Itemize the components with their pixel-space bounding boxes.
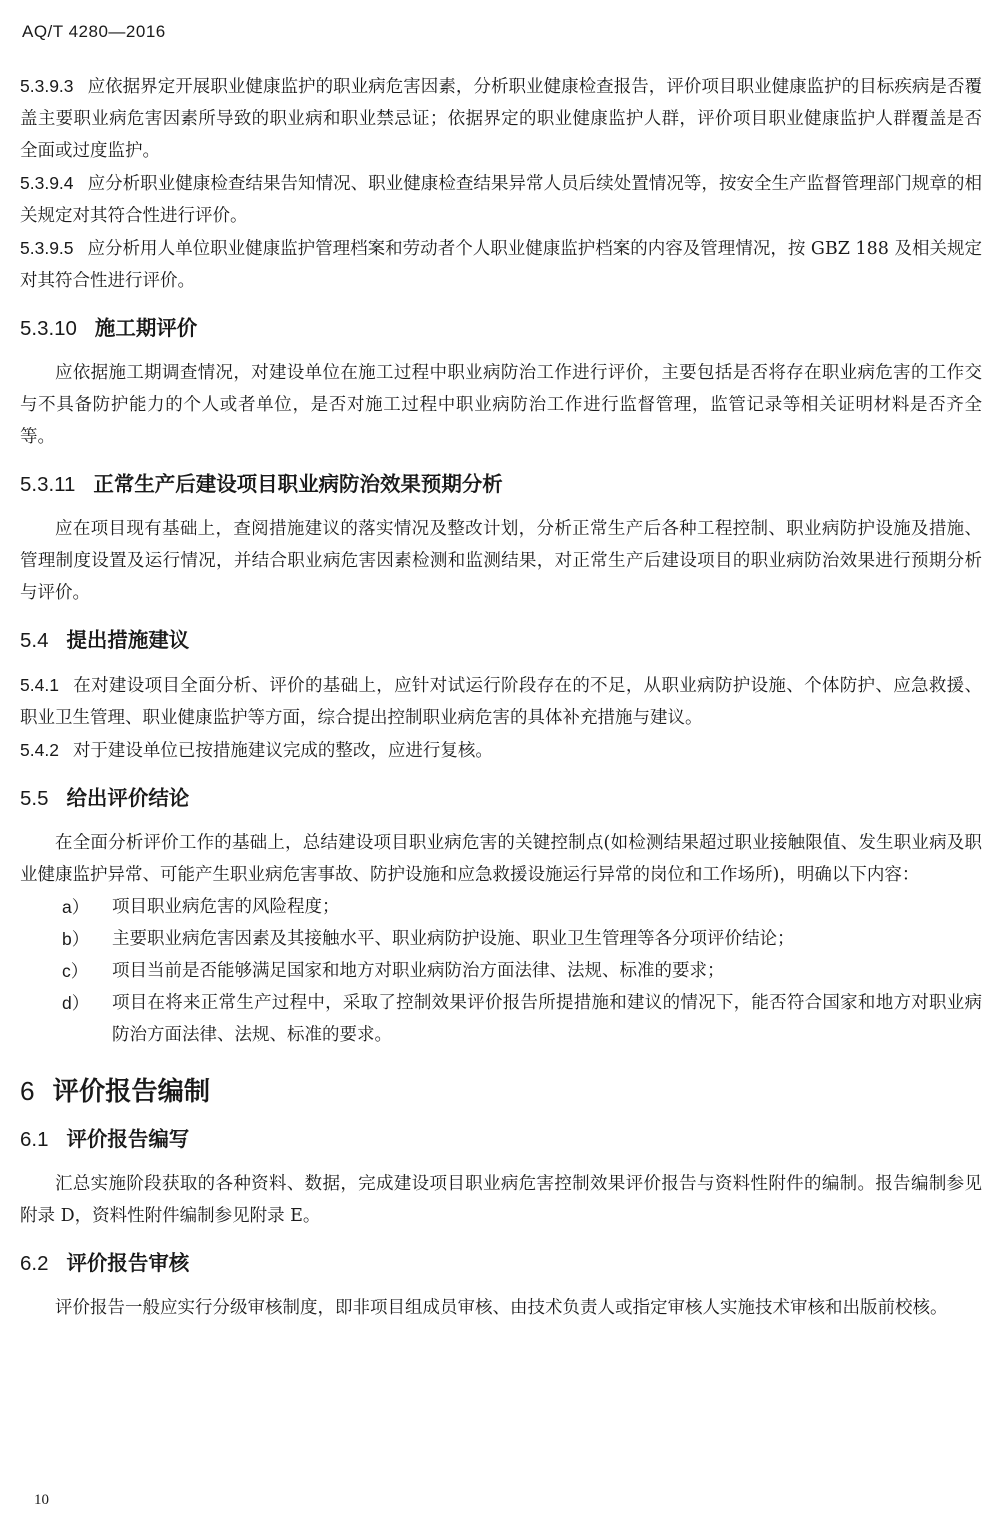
list-item (20, 923, 982, 955)
page-number: 10 (34, 1492, 49, 1508)
clause-5-3-9-5 (20, 232, 982, 297)
heading-number: 5.3.10 (20, 317, 77, 340)
list-marker: b） (62, 929, 90, 949)
list-text: 项目在将来正常生产过程中，采取了控制效果评价报告所提措施和建议的情况下，能否符合国家和地方对职业病防治方面法律、法规、标准的要求。 (112, 993, 982, 1045)
clause-text: 应依据界定开展职业健康监护的职业病危害因素，分析职业健康检查报告，评价项目职业健康监护的目标疾病是否覆盖主要职业病危害因素所导致的职业病和职业禁忌证；依据界定的职业健康监护人群，评价项目职业健康监护人群覆盖是否全面或过度监护。 (20, 77, 982, 161)
heading-title: 正常生产后建设项目职业病防治效果预期分析 (93, 472, 503, 496)
heading-6 (20, 1075, 982, 1108)
clause-number: 5.3.9.3 (20, 76, 74, 96)
document-body (20, 70, 982, 1324)
clause-5-4-1 (20, 669, 982, 734)
clause-number: 5.4.1 (20, 675, 59, 695)
heading-number: 6.2 (20, 1252, 49, 1275)
heading-title: 评价报告审核 (66, 1251, 190, 1275)
clause-text: 应分析用人单位职业健康监护管理档案和劳动者个人职业健康监护档案的内容及管理情况，按 GBZ 188 及相关规定对其符合性进行评价。 (20, 239, 982, 291)
clause-5-3-9-3 (20, 70, 982, 167)
heading-number: 5.3.11 (20, 473, 76, 496)
list-text: 主要职业病危害因素及其接触水平、职业病防护设施、职业卫生管理等各分项评价结论； (112, 929, 795, 949)
list-marker: d） (62, 993, 90, 1013)
heading-title: 评价报告编写 (66, 1127, 190, 1151)
heading-5-3-11 (20, 468, 982, 501)
clause-number: 5.4.2 (20, 740, 59, 760)
list-marker: c） (62, 961, 89, 981)
list-item (20, 955, 982, 987)
list-item (20, 891, 982, 923)
heading-number: 5.4 (20, 629, 49, 652)
heading-6-1 (20, 1123, 982, 1156)
clause-5-4-2 (20, 734, 982, 767)
clause-text: 对于建设单位已按措施建议完成的整改，应进行复核。 (72, 741, 493, 761)
heading-5-5 (20, 782, 982, 815)
list-item (20, 987, 982, 1051)
heading-5-4 (20, 624, 982, 657)
paragraph-5-3-10: 应依据施工期调查情况，对建设单位在施工过程中职业病防治工作进行评价，主要包括是否将存在职业病危害的工作交与不具备防护能力的个人或者单位，是否对施工过程中职业病防治工作进行监督管理，监管记录等相关证明材料是否齐全等。 (20, 363, 982, 447)
paragraph-6-2: 评价报告一般应实行分级审核制度，即非项目组成员审核、由技术负责人或指定审核人实施技术审核和出版前校核。 (55, 1298, 948, 1318)
heading-title: 提出措施建议 (66, 628, 190, 652)
heading-number: 6.1 (20, 1128, 49, 1151)
clause-5-3-9-4 (20, 167, 982, 232)
heading-5-3-10 (20, 312, 982, 345)
heading-number: 6 (20, 1076, 35, 1106)
heading-title: 给出评价结论 (66, 786, 190, 810)
paragraph-5-5-intro: 在全面分析评价工作的基础上，总结建设项目职业病危害的关键控制点(如检测结果超过职业接触限值、发生职业病及职业健康监护异常、可能产生职业病危害事故、防护设施和应急救援设施运行异常的岗位和工作场所)，明确以下内容： (20, 833, 982, 885)
heading-6-2 (20, 1247, 982, 1280)
heading-title: 评价报告编制 (52, 1077, 211, 1107)
clause-text: 应分析职业健康检查结果告知情况、职业健康检查结果异常人员后续处置情况等，按安全生产监督管理部门规章的相关规定对其符合性进行评价。 (20, 174, 982, 226)
standard-number: AQ/T 4280—2016 (22, 22, 166, 41)
paragraph-5-3-11: 应在项目现有基础上，查阅措施建议的落实情况及整改计划，分析正常生产后各种工程控制、职业病防护设施及措施、管理制度设置及运行情况，并结合职业病危害因素检测和监测结果，对正常生产后建设项目的职业病防治效果进行预期分析与评价。 (20, 519, 982, 603)
paragraph-6-1: 汇总实施阶段获取的各种资料、数据，完成建设项目职业病危害控制效果评价报告与资料性附件的编制。报告编制参见附录 D，资料性附件编制参见附录 E。 (20, 1174, 982, 1226)
clause-number: 5.3.9.4 (20, 173, 74, 193)
heading-number: 5.5 (20, 787, 49, 810)
list-marker: a） (62, 897, 90, 917)
list-text: 项目职业病危害的风险程度； (112, 897, 340, 917)
heading-title: 施工期评价 (94, 316, 198, 340)
clause-number: 5.3.9.5 (20, 238, 74, 258)
clause-text: 在对建设项目全面分析、评价的基础上，应针对试运行阶段存在的不足，从职业病防护设施、个体防护、应急救援、职业卫生管理、职业健康监护等方面，综合提出控制职业病危害的具体补充措施与建议。 (20, 676, 982, 728)
list-text: 项目当前是否能够满足国家和地方对职业病防治方面法律、法规、标准的要求； (112, 961, 725, 981)
